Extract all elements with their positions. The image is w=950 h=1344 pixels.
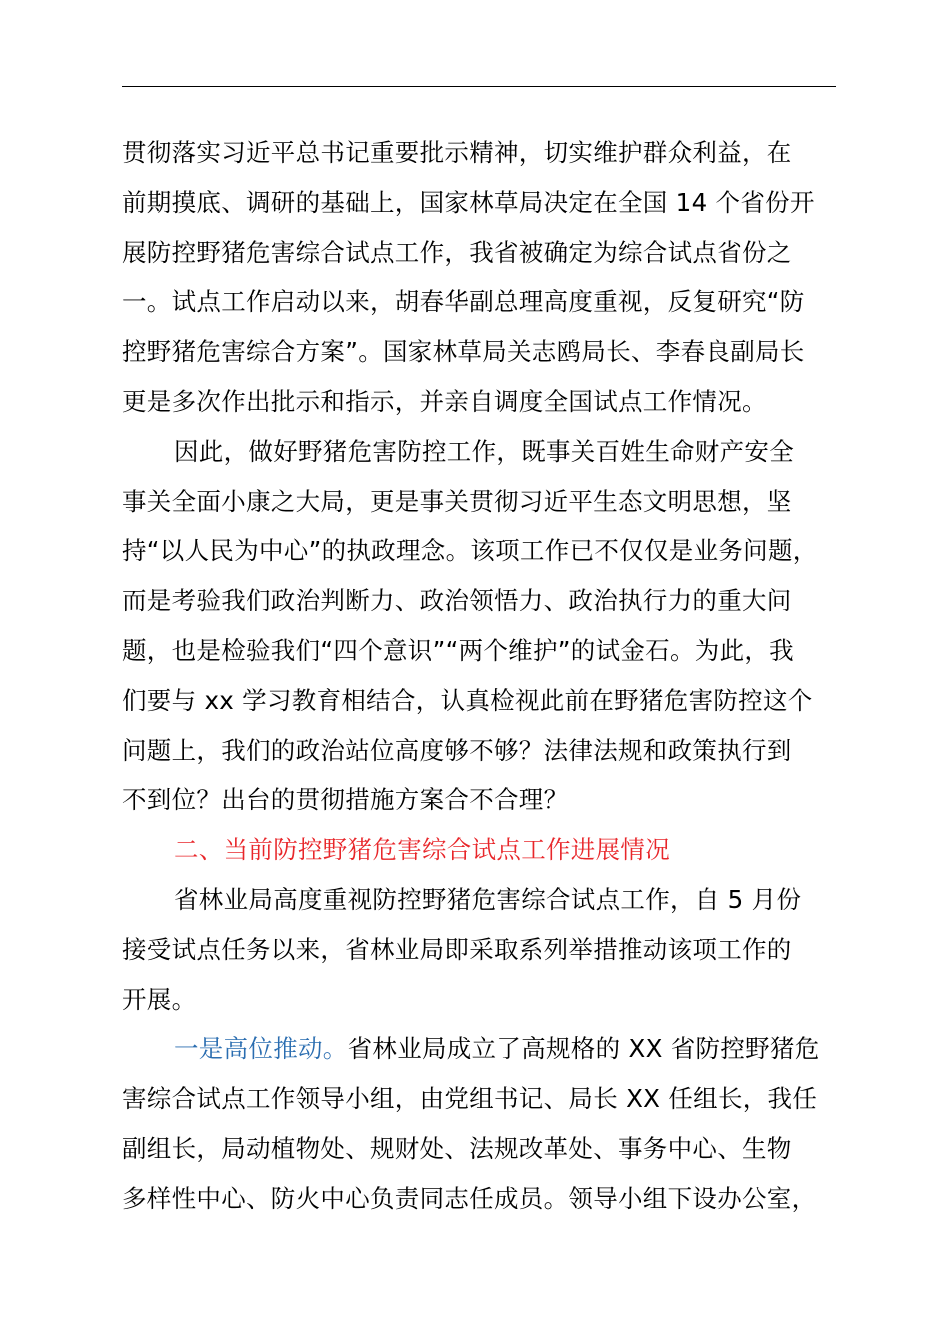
paragraph-line: 一。试点工作启动以来，胡春华副总理高度重视，反复研究“防 [122, 287, 805, 317]
paragraph-line: 多样性中心、防火中心负责同志任成员。领导小组下设办公室， [122, 1183, 817, 1213]
paragraph-3 [122, 875, 836, 1024]
lead-phrase: 一是高位推动。 [174, 1034, 348, 1064]
paragraph-line: 控野猪危害综合方案”。国家林草局关志鸥局长、李春良副局长 [122, 337, 805, 367]
section-heading: 二、当前防控野猪危害综合试点工作进展情况 [174, 835, 670, 865]
paragraph-line: 因此，做好野猪危害防控工作，既事关百姓生命财产安全 [174, 436, 794, 466]
paragraph-1 [122, 128, 836, 427]
paragraph-line: 展防控野猪危害综合试点工作，我省被确定为综合试点省份之 [122, 237, 792, 267]
paragraph-2 [122, 427, 836, 825]
paragraph-line: 题，也是检验我们“四个意识”“两个维护”的试金石。为此，我 [122, 635, 794, 665]
paragraph-line: 而是考验我们政治判断力、政治领悟力、政治执行力的重大问 [122, 586, 792, 616]
paragraph-line: 前期摸底、调研的基础上，国家林草局决定在全国 14 个省份开 [122, 187, 815, 217]
paragraph-line: 们要与 xx 学习教育相结合，认真检视此前在野猪危害防控这个 [122, 685, 813, 715]
paragraph-line: 事关全面小康之大局，更是事关贯彻习近平生态文明思想，坚 [122, 486, 792, 516]
lead-line-rest: 省林业局成立了高规格的 XX 省防控野猪危 [347, 1034, 820, 1064]
paragraph-line: 问题上，我们的政治站位高度够不够？法律法规和政策执行到 [122, 735, 792, 765]
paragraph-line: 持“以人民为中心”的执政理念。该项工作已不仅仅是业务问题， [122, 536, 818, 566]
paragraph-line: 贯彻落实习近平总书记重要批示精神，切实维护群众利益，在 [122, 138, 792, 167]
paragraph-4 [122, 1024, 836, 1223]
paragraph-line: 省林业局高度重视防控野猪危害综合试点工作，自 5 月份 [174, 884, 802, 914]
paragraph-line: 不到位？出台的贯彻措施方案合不合理？ [122, 785, 569, 815]
paragraph-line [122, 1024, 836, 1074]
paragraph-line: 更是多次作出批示和指示，并亲自调度全国试点工作情况。 [122, 386, 767, 416]
paragraph-line: 副组长，局动植物处、规财处、法规改革处、事务中心、生物 [122, 1133, 792, 1163]
header-rule [122, 86, 836, 87]
paragraph-line: 接受试点任务以来，省林业局即采取系列举措推动该项工作的 [122, 934, 792, 964]
paragraph-line: 开展。 [122, 984, 197, 1014]
paragraph-line: 害综合试点工作领导小组，由党组书记、局长 XX 任组长，我任 [122, 1084, 818, 1114]
document-body [122, 128, 836, 1224]
